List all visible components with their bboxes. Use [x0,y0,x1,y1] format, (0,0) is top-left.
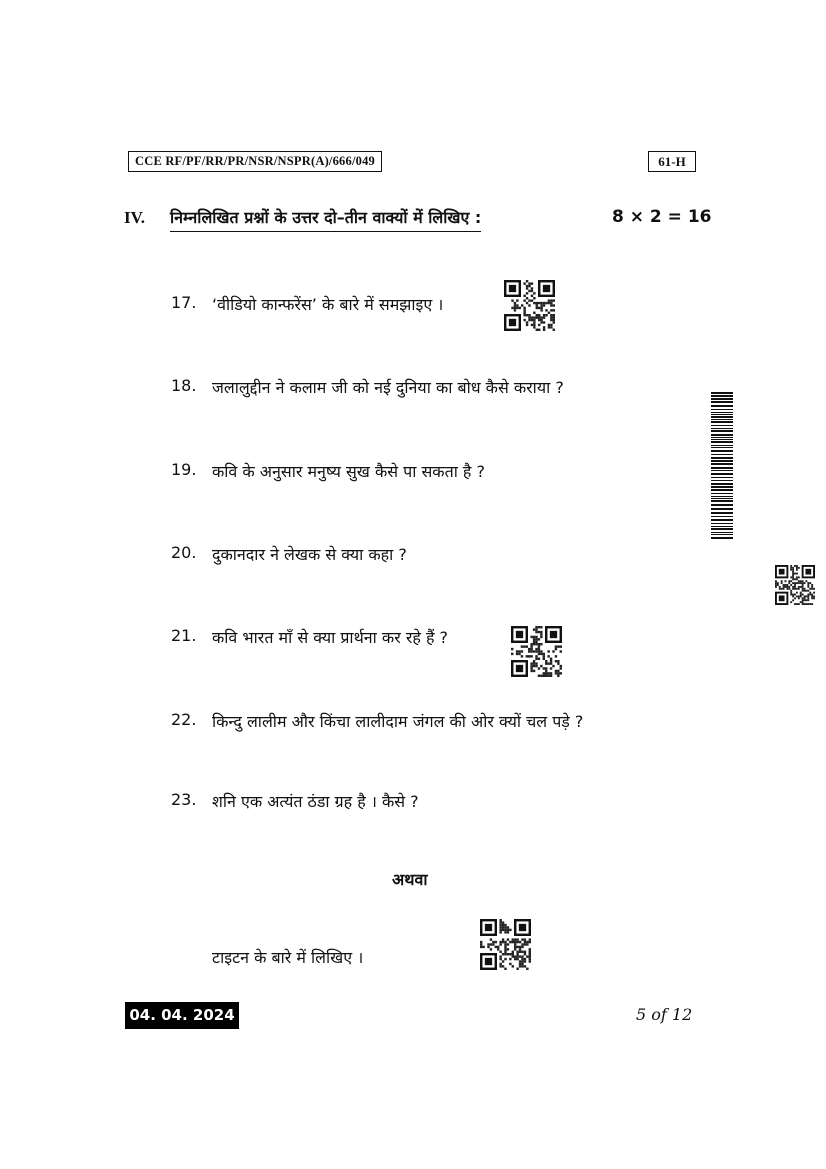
question-number: 19. [171,460,197,479]
question-text: कवि के अनुसार मनुष्य सुख कैसे पा सकता है ? [212,462,486,481]
alternative-question-text: टाइटन के बारे में लिखिए । [212,948,364,967]
question-text: दुकानदार ने लेखक से क्या कहा ? [212,545,407,564]
question-text: जलालुद्दीन ने कलाम जी को नई दुनिया का बोध कैसे कराया ? [212,378,564,397]
question-number: 20. [171,543,197,562]
paper-code: CCE RF/PF/RR/PR/NSR/NSPR(A)/666/049 [128,151,382,172]
question-number: 17. [171,293,197,312]
question-text: कवि भारत माँ से क्या प्रार्थना कर रहे हैं ? [212,628,449,647]
qr-code-icon [504,280,555,331]
question-number: 23. [171,790,197,809]
question-number: 18. [171,376,197,395]
section-marks: 8 × 2 = 16 [612,207,712,227]
qr-code-icon [511,626,562,677]
qr-code-icon [775,565,815,605]
question-text: शनि एक अत्यंत ठंडा ग्रह है । कैसे ? [212,792,419,811]
barcode-icon [711,392,733,539]
section-number: IV. [124,208,145,227]
section-title: निम्नलिखित प्रश्नों के उत्तर दो–तीन वाक्यों में लिखिए : [170,206,481,232]
question-text: ‘वीडियो कान्फरेंस’ के बारे में समझाइए । [212,295,444,314]
question-text: किन्दु लालीम और किंचा लालीदाम जंगल की ओर क्यों चल पड़े ? [212,712,584,731]
alternative-label: अथवा [392,870,428,889]
page-number: 5 of 12 [636,1005,693,1024]
question-number: 22. [171,710,197,729]
question-number: 21. [171,626,197,645]
qr-code-icon [480,919,531,970]
exam-date: 04. 04. 2024 [125,1002,239,1029]
subject-code: 61-H [648,151,696,172]
